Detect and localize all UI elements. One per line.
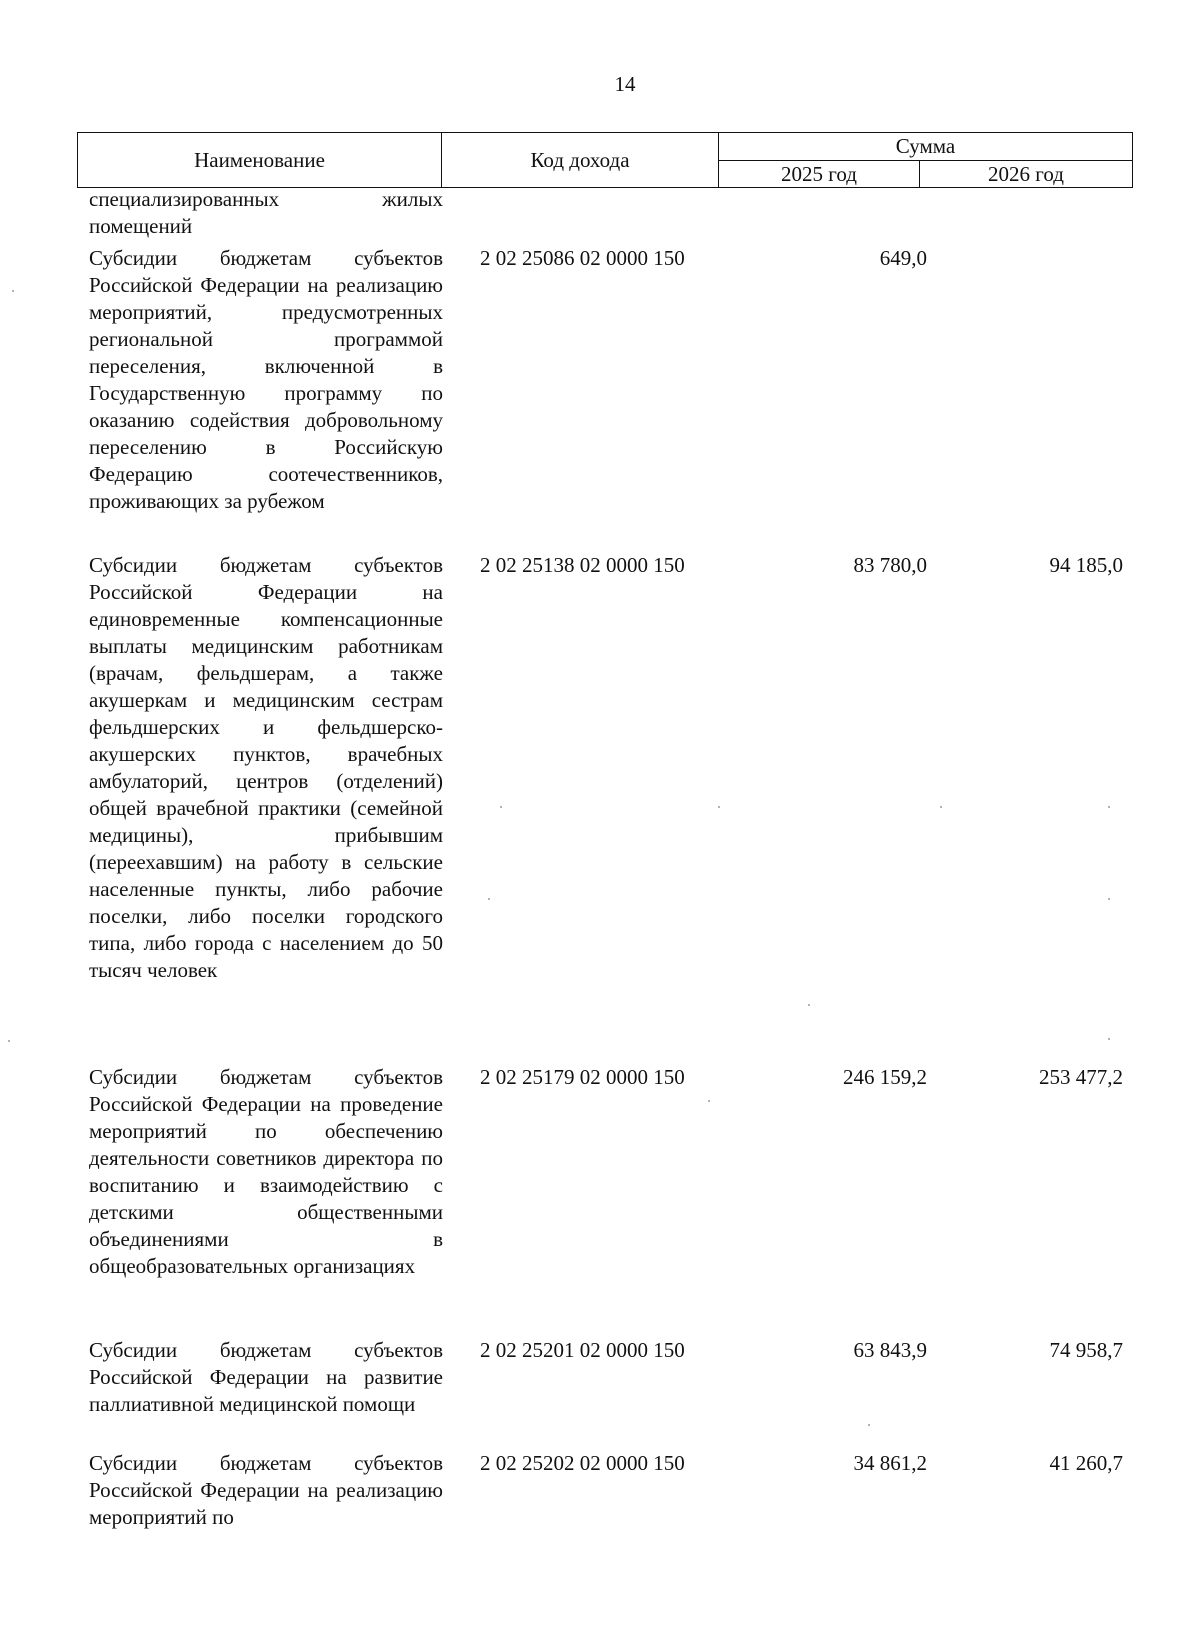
row-name: Субсидии бюджетам субъектов Российской Федерации на развитие паллиативной медицинской помощи <box>89 1338 443 1416</box>
header-year-2025: 2025 год <box>719 160 920 188</box>
scan-speck <box>940 806 942 808</box>
scan-speck <box>708 1100 710 1102</box>
row-sum-2026: 94 185,0 <box>1049 553 1123 577</box>
row-sum-2026: 253 477,2 <box>1039 1065 1123 1089</box>
row-name: специализированных жилых помещений <box>89 187 443 238</box>
header-year-2026: 2026 год <box>920 160 1133 188</box>
scan-speck <box>488 898 490 900</box>
row-name: Субсидии бюджетам субъектов Российской Федерации на реализацию мероприятий по <box>89 1451 443 1529</box>
row-sum-2025: 83 780,0 <box>853 553 927 577</box>
scan-speck <box>500 806 502 808</box>
header-sum: Сумма <box>719 133 1133 161</box>
row-code: 2 02 25086 02 0000 150 <box>480 246 685 270</box>
row-sum-2025: 649,0 <box>879 246 927 270</box>
row-name: Субсидии бюджетам субъектов Российской Федерации на единовременные компенсационные выплаты медицинским работникам (врачам, фельдшерам, а также акушеркам и медицинским сестрам фельдшерских и фельдшерско-акушерских пунктов, врачебных амбулаторий, центров (отделений) общей врачебной практики (семейной медицины), прибывшим (переехавшим) на работу в сельские населенные пункты, либо рабочие поселки, либо поселки городского типа, либо города с населением до 50 тысяч человек <box>89 553 443 982</box>
row-code: 2 02 25201 02 0000 150 <box>480 1338 685 1362</box>
row-sum-2025: 34 861,2 <box>853 1451 927 1475</box>
scan-speck <box>1108 898 1110 900</box>
row-sum-2026: 74 958,7 <box>1049 1338 1123 1362</box>
header-code: Код дохода <box>442 133 719 188</box>
row-sum-2025: 63 843,9 <box>853 1338 927 1362</box>
row-code: 2 02 25202 02 0000 150 <box>480 1451 685 1475</box>
row-name: Субсидии бюджетам субъектов Российской Федерации на реализацию мероприятий, предусмотренных региональной программой переселения, включенной в Государственную программу по оказанию содействия добровольному переселению в Российскую Федерацию соотечественников, проживающих за рубежом <box>89 246 443 513</box>
scan-speck <box>1108 1038 1110 1040</box>
row-sum-2025: 246 159,2 <box>843 1065 927 1089</box>
row-code: 2 02 25138 02 0000 150 <box>480 553 685 577</box>
scan-speck <box>868 1424 870 1426</box>
row-code: 2 02 25179 02 0000 150 <box>480 1065 685 1089</box>
scan-speck <box>8 1040 10 1042</box>
scan-speck <box>718 806 720 808</box>
scan-speck <box>12 290 14 292</box>
table-header <box>77 132 1133 188</box>
page-number: 14 <box>614 72 636 96</box>
row-name: Субсидии бюджетам субъектов Российской Федерации на проведение мероприятий по обеспечению деятельности советников директора по воспитанию и взаимодействию с детскими общественными объединениями в общеобразовательных организациях <box>89 1065 443 1278</box>
header-name: Наименование <box>78 133 442 188</box>
row-sum-2026: 41 260,7 <box>1049 1451 1123 1475</box>
scan-speck <box>1108 806 1110 808</box>
scan-speck <box>808 1004 810 1006</box>
